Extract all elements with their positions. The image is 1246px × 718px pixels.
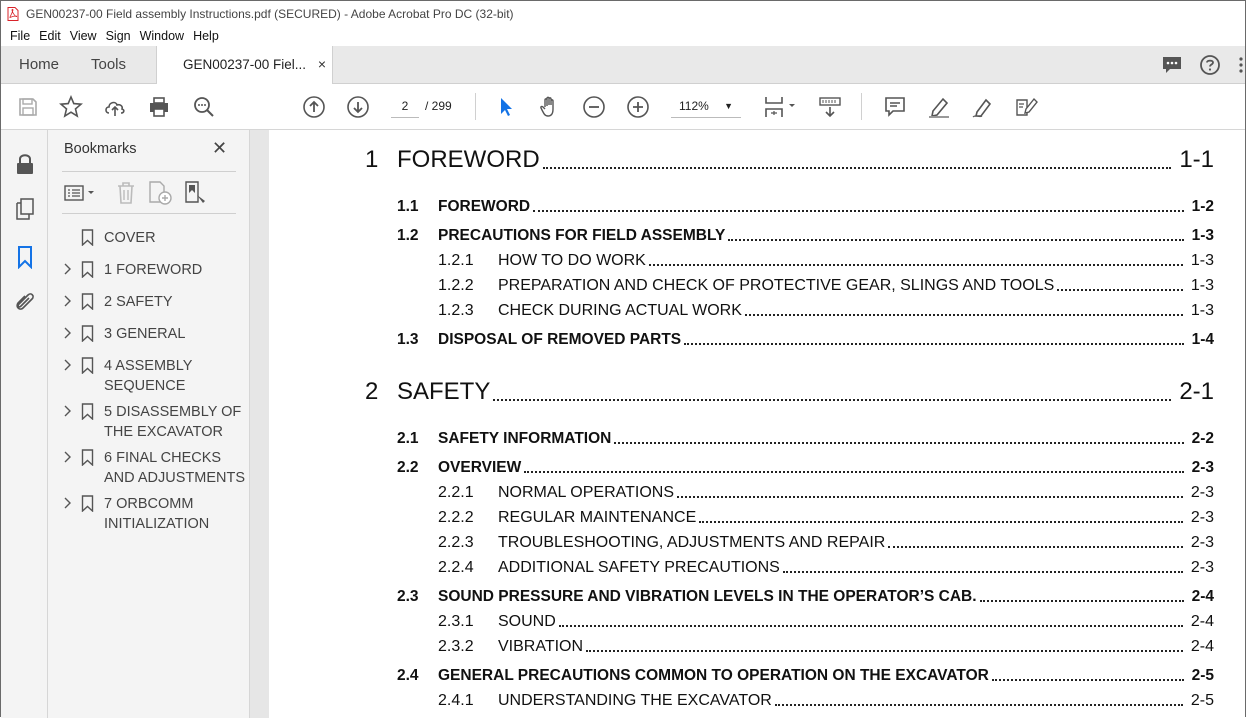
menu-file[interactable]: File <box>10 29 31 43</box>
toc-leader-dots <box>649 264 1183 266</box>
window-title: GEN00237-00 Field assembly Instructions.pdf (SECURED) - Adobe Acrobat Pro DC (32-bit) <box>26 6 514 21</box>
menu-sign[interactable]: Sign <box>105 29 131 43</box>
toc-entry-number: 1.3 <box>397 331 419 348</box>
scroll-mode-icon[interactable] <box>817 94 843 120</box>
more-vertical-icon[interactable] <box>1237 54 1245 76</box>
toc-entry[interactable] <box>269 505 1245 527</box>
toc-entry[interactable] <box>269 455 1245 477</box>
menu-edit[interactable]: Edit <box>39 29 61 43</box>
save-icon[interactable] <box>15 94 41 120</box>
toc-entry-title: OVERVIEW <box>438 459 522 476</box>
left-navigation-rail <box>1 130 48 718</box>
attachments-paperclip-icon[interactable] <box>13 290 37 314</box>
toc-leader-dots <box>586 650 1183 652</box>
toc-entry[interactable] <box>269 584 1245 606</box>
toc-entry-page: 1-3 <box>1190 277 1214 294</box>
chevron-right-icon[interactable] <box>62 262 72 276</box>
toc-entry[interactable] <box>269 663 1245 685</box>
bookmark-flag-icon <box>81 403 94 420</box>
panel-divider <box>62 171 236 172</box>
tab-document[interactable] <box>156 46 333 84</box>
toc-entry[interactable] <box>269 144 1245 174</box>
toc-entry-title: SAFETY INFORMATION <box>438 430 612 447</box>
toc-entry-number: 1.2.3 <box>438 302 474 319</box>
toc-entry-page: 2-5 <box>1191 667 1214 684</box>
toc-leader-dots <box>684 343 1184 345</box>
toc-entry-title: HOW TO DO WORK <box>498 252 646 269</box>
bookmark-flag-icon <box>81 357 94 374</box>
tab-right-icons <box>1161 46 1245 83</box>
title-bar <box>1 1 1245 26</box>
toc-entry-title: CHECK DURING ACTUAL WORK <box>498 302 742 319</box>
toc-leader-dots <box>1057 289 1183 291</box>
close-panel-icon[interactable]: ✕ <box>212 138 228 158</box>
comment-bubble-icon[interactable] <box>1161 54 1183 76</box>
toc-entry-number: 1.2 <box>397 227 419 244</box>
add-comment-icon[interactable] <box>882 94 908 120</box>
toc-entry[interactable] <box>269 480 1245 502</box>
find-bookmark-icon[interactable] <box>183 180 209 206</box>
new-bookmark-icon[interactable] <box>147 180 173 206</box>
lock-icon[interactable] <box>13 152 37 176</box>
toc-entry-title: SOUND <box>498 613 556 630</box>
bookmark-options-icon[interactable] <box>64 180 96 206</box>
toc-leader-dots <box>524 471 1184 473</box>
toc-entry[interactable] <box>269 248 1245 270</box>
toc-leader-dots <box>614 442 1184 444</box>
toc-entry-title: PRECAUTIONS FOR FIELD ASSEMBLY <box>438 227 726 244</box>
previous-page-icon[interactable] <box>301 94 327 120</box>
bookmark-label: 1 FOREWORD <box>104 262 203 278</box>
toc-entry-page: 2-4 <box>1191 588 1214 605</box>
bookmark-flag-icon <box>81 495 94 512</box>
toc-entry-number: 2.2.3 <box>438 534 474 551</box>
toc-leader-dots <box>559 625 1183 627</box>
toc-entry-number: 1.1 <box>397 198 419 215</box>
chevron-right-icon[interactable] <box>62 496 72 510</box>
toc-entry-title: PREPARATION AND CHECK OF PROTECTIVE GEAR, SLINGS AND TOOLS <box>498 277 1055 294</box>
bookmark-flag-icon <box>81 261 94 278</box>
toc-entry-number: 1 <box>365 146 379 173</box>
toc-entry[interactable] <box>269 273 1245 295</box>
toc-entry-title: SAFETY <box>397 378 491 405</box>
chevron-down-icon: ▼ <box>724 101 733 111</box>
toc-entry-page: 1-3 <box>1191 227 1214 244</box>
toc-entry-page: 2-3 <box>1190 509 1214 526</box>
chevron-right-icon[interactable] <box>62 358 72 372</box>
toc-leader-dots <box>699 521 1183 523</box>
toolbar-divider <box>475 93 476 120</box>
toc-entry[interactable] <box>269 376 1245 406</box>
bookmark-flag-icon <box>81 229 94 246</box>
upload-cloud-icon[interactable] <box>102 94 128 120</box>
toc-entry-number: 2.2.4 <box>438 559 474 576</box>
menu-help[interactable]: Help <box>193 29 219 43</box>
tab-document-label: GEN00237-00 Fiel... <box>183 57 307 72</box>
chevron-right-icon[interactable] <box>62 404 72 418</box>
main-toolbar <box>1 84 1245 130</box>
toc-entry-number: 1.2.2 <box>438 277 474 294</box>
toc-leader-dots <box>533 210 1184 212</box>
toc-entry[interactable] <box>269 298 1245 320</box>
select-arrow-icon[interactable] <box>493 94 519 120</box>
toc-entry[interactable] <box>269 555 1245 577</box>
toc-entry-page: 2-3 <box>1191 459 1214 476</box>
menu-view[interactable]: View <box>69 29 97 43</box>
tab-close-icon[interactable]: × <box>317 56 326 72</box>
toc-entry-number: 2.2.2 <box>438 509 474 526</box>
toc-entry-number: 2.3.2 <box>438 638 474 655</box>
toc-entry-page: 1-3 <box>1190 252 1214 269</box>
toc-entry-page: 2-4 <box>1190 638 1214 655</box>
toc-entry-title: FOREWORD <box>397 146 540 173</box>
document-view[interactable] <box>250 130 1245 718</box>
bookmarks-panel-icon[interactable] <box>13 245 37 269</box>
toc-entry-page: 1-1 <box>1179 146 1214 173</box>
toc-leader-dots <box>543 167 1171 169</box>
toc-entry-page: 2-1 <box>1179 378 1214 405</box>
toc-entry[interactable] <box>269 688 1245 710</box>
toc-entry-title: FOREWORD <box>438 198 531 215</box>
page-total: / 299 <box>425 99 452 113</box>
highlight-pen-icon[interactable] <box>926 94 952 120</box>
star-bookmark-icon[interactable] <box>58 94 84 120</box>
zoom-in-icon[interactable] <box>625 94 651 120</box>
fill-sign-icon[interactable] <box>1013 94 1039 120</box>
next-page-icon[interactable] <box>345 94 371 120</box>
zoom-level-value: 112% <box>679 99 709 113</box>
bookmarks-panel <box>48 130 250 718</box>
toc-entry-title: VIBRATION <box>498 638 584 655</box>
toc-entry[interactable] <box>269 426 1245 448</box>
toc-entry-page: 2-2 <box>1191 430 1214 447</box>
toc-leader-dots <box>745 314 1183 316</box>
toc-entry-number: 2.3.1 <box>438 613 474 630</box>
toc-entry-title: TROUBLESHOOTING, ADJUSTMENTS AND REPAIR <box>498 534 886 551</box>
chevron-right-icon[interactable] <box>62 326 72 340</box>
toc-entry[interactable] <box>269 223 1245 245</box>
bookmark-flag-icon <box>81 449 94 466</box>
toc-entry-number: 2.2 <box>397 459 419 476</box>
toc-entry-number: 2.2.1 <box>438 484 474 501</box>
page-thumbnails-icon[interactable] <box>13 197 37 221</box>
toc-entry-number: 2.4 <box>397 667 419 684</box>
toc-entry-number: 2.1 <box>397 430 419 447</box>
toc-entry-title: REGULAR MAINTENANCE <box>498 509 697 526</box>
toc-entry-page: 2-3 <box>1190 559 1214 576</box>
toc-leader-dots <box>980 600 1184 602</box>
page-fit-icon[interactable] <box>763 94 797 120</box>
acrobat-pdf-icon <box>7 7 19 21</box>
toc-entry-title: ADDITIONAL SAFETY PRECAUTIONS <box>498 559 780 576</box>
print-icon[interactable] <box>146 94 172 120</box>
bookmark-label: 3 GENERAL <box>104 326 186 342</box>
toc-entry-title: UNDERSTANDING THE EXCAVATOR <box>498 692 772 709</box>
bookmark-label: 4 ASSEMBLY SEQUENCE <box>104 358 193 394</box>
toc-entry[interactable] <box>269 194 1245 216</box>
toc-entry-page: 2-4 <box>1190 613 1214 630</box>
toc-leader-dots <box>992 679 1184 681</box>
toc-entry-number: 2.3 <box>397 588 419 605</box>
toc-entry-page: 2-3 <box>1190 534 1214 551</box>
toc-leader-dots <box>677 496 1183 498</box>
toc-entry-page: 1-2 <box>1191 198 1214 215</box>
toc-leader-dots <box>728 239 1184 241</box>
bookmark-flag-icon <box>81 293 94 310</box>
toc-entry-page: 1-4 <box>1191 331 1214 348</box>
bookmark-label: 6 FINAL CHECKS AND ADJUSTMENTS <box>104 450 245 486</box>
tab-home[interactable]: Home <box>19 56 60 73</box>
bookmark-label: 2 SAFETY <box>104 294 173 310</box>
bookmark-label: COVER <box>104 230 156 246</box>
tab-tools[interactable]: Tools <box>91 56 127 73</box>
chevron-right-icon[interactable] <box>62 450 72 464</box>
toc-entry-page: 2-3 <box>1190 484 1214 501</box>
bookmark-flag-icon <box>81 325 94 342</box>
toc-entry[interactable] <box>269 609 1245 631</box>
draw-freeform-icon[interactable] <box>970 94 996 120</box>
toc-entry-number: 1.2.1 <box>438 252 474 269</box>
toc-leader-dots <box>888 546 1183 548</box>
toc-leader-dots <box>775 704 1183 706</box>
delete-bookmark-icon[interactable] <box>115 180 137 206</box>
zoom-level-select[interactable] <box>671 95 741 118</box>
toc-leader-dots <box>783 571 1183 573</box>
bookmarks-panel-title: Bookmarks <box>64 141 137 157</box>
toc-entry-title: SOUND PRESSURE AND VIBRATION LEVELS IN THE OPERATOR’S CAB. <box>438 588 977 605</box>
toc-entry[interactable] <box>269 634 1245 656</box>
pdf-page <box>269 130 1245 718</box>
panel-divider <box>62 213 236 214</box>
toc-entry[interactable] <box>269 327 1245 349</box>
zoom-out-icon[interactable] <box>581 94 607 120</box>
bookmark-label: 5 DISASSEMBLY OF THE EXCAVATOR <box>104 404 242 440</box>
menu-window[interactable]: Window <box>139 29 185 43</box>
tab-bar <box>1 46 1245 84</box>
bookmark-label: 7 ORBCOMM INITIALIZATION <box>104 496 210 532</box>
toc-entry-number: 2 <box>365 378 379 405</box>
toc-entry-page: 1-3 <box>1190 302 1214 319</box>
search-zoom-icon[interactable] <box>191 94 217 120</box>
menu-bar <box>1 26 1245 46</box>
toc-entry-number: 2.4.1 <box>438 692 474 709</box>
toc-entry[interactable] <box>269 530 1245 552</box>
hand-tool-icon[interactable] <box>537 94 563 120</box>
toc-entry-title: DISPOSAL OF REMOVED PARTS <box>438 331 682 348</box>
toc-entry-page: 2-5 <box>1190 692 1214 709</box>
help-icon[interactable] <box>1199 54 1221 76</box>
chevron-right-icon[interactable] <box>62 294 72 308</box>
toolbar-divider <box>861 93 862 120</box>
toc-entry-title: NORMAL OPERATIONS <box>498 484 675 501</box>
page-number-input[interactable]: 2 <box>391 95 419 118</box>
toc-entry-title: GENERAL PRECAUTIONS COMMON TO OPERATION ON THE EXCAVATOR <box>438 667 989 684</box>
toc-leader-dots <box>493 399 1171 401</box>
